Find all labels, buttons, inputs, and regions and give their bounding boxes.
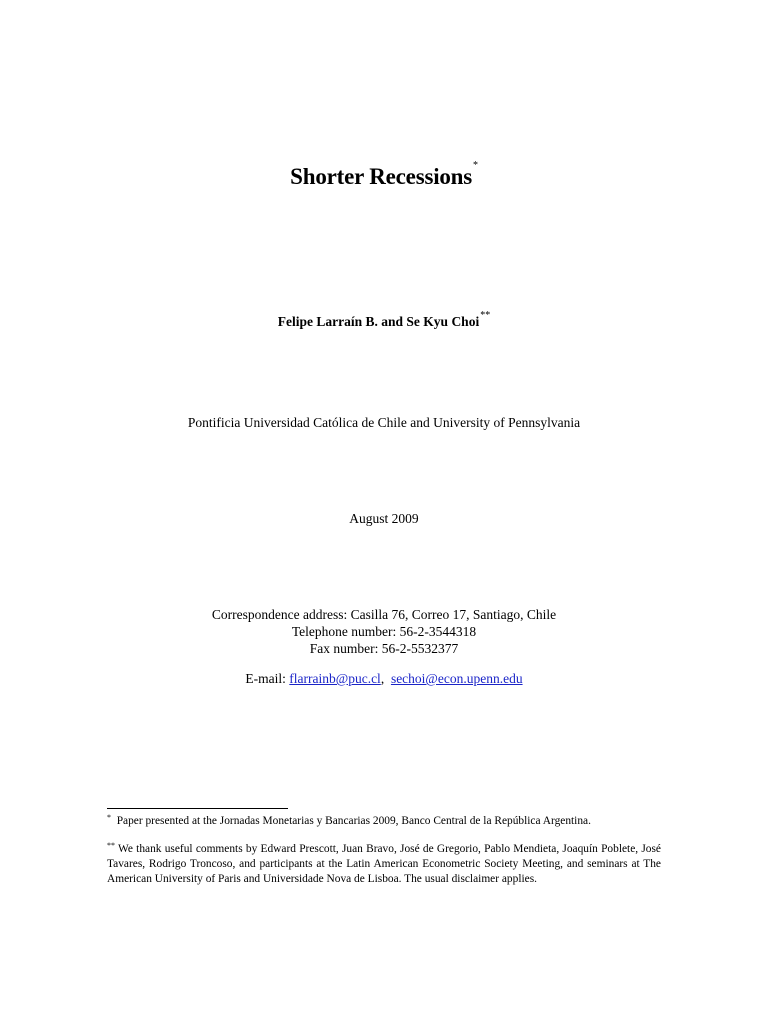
footnote-1-text: Paper presented at the Jornadas Monetarias y Bancarias 2009, Banco Central de la República Argentina. — [116, 815, 591, 827]
authors-text: Felipe Larraín B. and Se Kyu Choi — [277, 314, 480, 329]
telephone-number: Telephone number: 56-2-3544318 — [291, 624, 477, 639]
footnote-2 — [107, 842, 661, 886]
footnote-2-text: We thank useful comments by Edward Prescott, Juan Bravo, José de Gregorio, Pablo Mendieta, Joaquín Poblete, José Tavares, Rodrigo Troncoso, and participants at the Latin American Econometric Society Meeting, and seminars at The American University of Paris and Universidade Nova de Lisboa. The usual disclaimer applies. — [107, 843, 661, 885]
email-link-1[interactable]: flarrainb@puc.cl — [289, 671, 381, 686]
email-separator: , — [380, 671, 385, 686]
paper-title-text: Shorter Recessions — [290, 164, 473, 189]
paper-title — [0, 160, 768, 190]
footnote-1 — [107, 814, 661, 829]
publication-date: August 2009 — [349, 511, 419, 526]
fax-number: Fax number: 56-2-5532377 — [309, 641, 459, 656]
correspondence-address: Correspondence address: Casilla 76, Correo 17, Santiago, Chile — [211, 607, 557, 622]
footnote-divider — [107, 808, 288, 809]
email-link-2[interactable]: sechoi@econ.upenn.edu — [390, 671, 523, 686]
paper-authors — [0, 310, 768, 330]
footnote-2-mark: ** — [107, 841, 115, 850]
authors-footnote-mark: ** — [480, 310, 491, 321]
title-footnote-mark: * — [473, 160, 478, 171]
correspondence-block — [0, 606, 768, 657]
footnote-1-mark: * — [107, 813, 111, 822]
affiliation: Pontificia Universidad Católica de Chile and University of Pennsylvania — [187, 415, 581, 430]
email-label: E-mail: — [245, 671, 286, 686]
email-line — [0, 671, 768, 687]
